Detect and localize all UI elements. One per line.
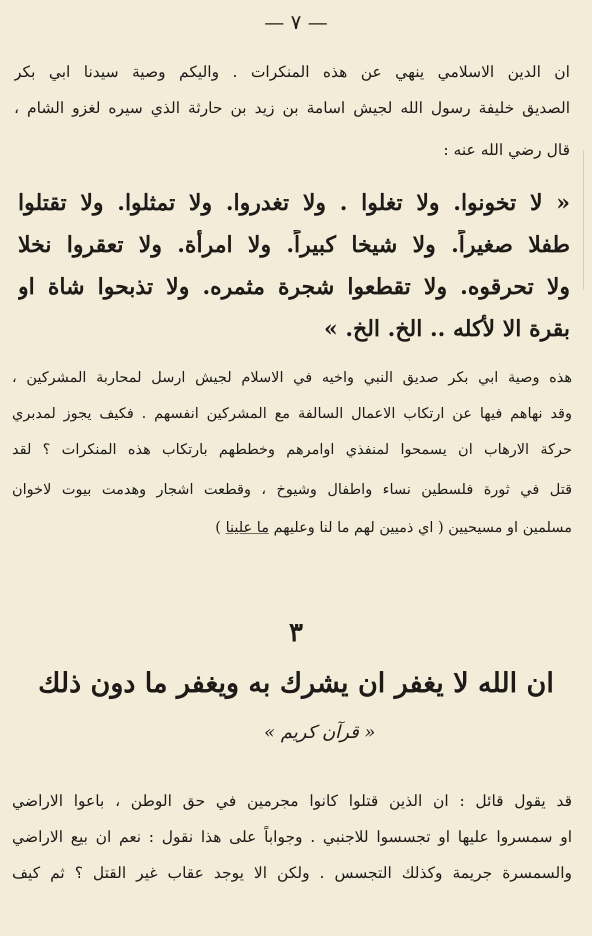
paragraph3-line: قد يقول قائل : ان الذين قتلوا كانوا مجرمين في حق الوطن ، باعوا الاراضي (12, 792, 572, 810)
paragraph2-line: هذه وصية ابي بكر صديق النبي واخيه في الاسلام لجيش ارسل لمحاربة المشركين ، (12, 370, 572, 386)
paragraph1-line: قال رضي الله عنه : (443, 141, 570, 159)
margin-rule (583, 150, 584, 290)
paragraph2-last-line (12, 518, 572, 538)
quote-line: بقرة الا لأكله .. الخ. الخ. » (323, 316, 570, 342)
paragraph3-line: والسمسرة جريمة وكذلك التجسس . ولكن الا يوجد عقاب غير القتل ؟ ثم كيف (12, 864, 572, 882)
paragraph1-line: ان الدين الاسلامي ينهي عن هذه المنكرات . واليكم وصية سيدنا ابي بكر (14, 63, 570, 81)
page-number: — ٧ — (264, 10, 328, 34)
paragraph1-line: الصديق خليفة رسول الله لجيش اسامة بن زيد بن حارثة الذي سيره لغزو الشام ، (14, 99, 570, 117)
quote-line: طفلا صغيراً. ولا شيخا كبيراً. ولا امرأة. ولا تعقروا نخلا (18, 232, 570, 258)
paragraph3-line: او سمسروا عليها او تجسسوا للاجنبي . وجواباً على هذا نقول : نعم ان بيع الاراضي (12, 828, 572, 846)
verse-source: « قرآن كريم » (264, 722, 376, 743)
quran-verse: ان الله لا يغفر ان يشرك به ويغفر ما دون ذلك (38, 668, 554, 699)
paragraph2-line: وقد نهاهم فيها عن ارتكاب الاعمال السالفة مع المشركين انفسهم . فكيف يجوز لمدبري (12, 406, 572, 422)
paragraph2-last-prefix: مسلمين او مسيحيين ( اي ذميين لهم ما لنا وعليهم (273, 520, 572, 536)
quote-line: « لا تخونوا. ولا تغلوا . ولا تغدروا. ولا تمثلوا. ولا تقتلوا (18, 190, 570, 216)
paragraph2-last-suffix: ) (215, 520, 221, 536)
section-number: ٣ (289, 618, 303, 648)
paragraph2-marked-phrase: ما علينا (225, 520, 269, 536)
quote-line: ولا تحرقوه. ولا تقطعوا شجرة مثمره. ولا تذبحوا شاة او (18, 274, 570, 300)
paragraph2-line: قتل في ثورة فلسطين نساء واطفال وشيوخ ، وقطعت اشجار وهدمت بيوت لاخوان (12, 482, 572, 498)
paragraph2-line: حركة الارهاب ان يسمحوا لمنفذي اوامرهم وخططهم بارتكاب هذه المنكرات ؟ لقد (12, 442, 572, 458)
